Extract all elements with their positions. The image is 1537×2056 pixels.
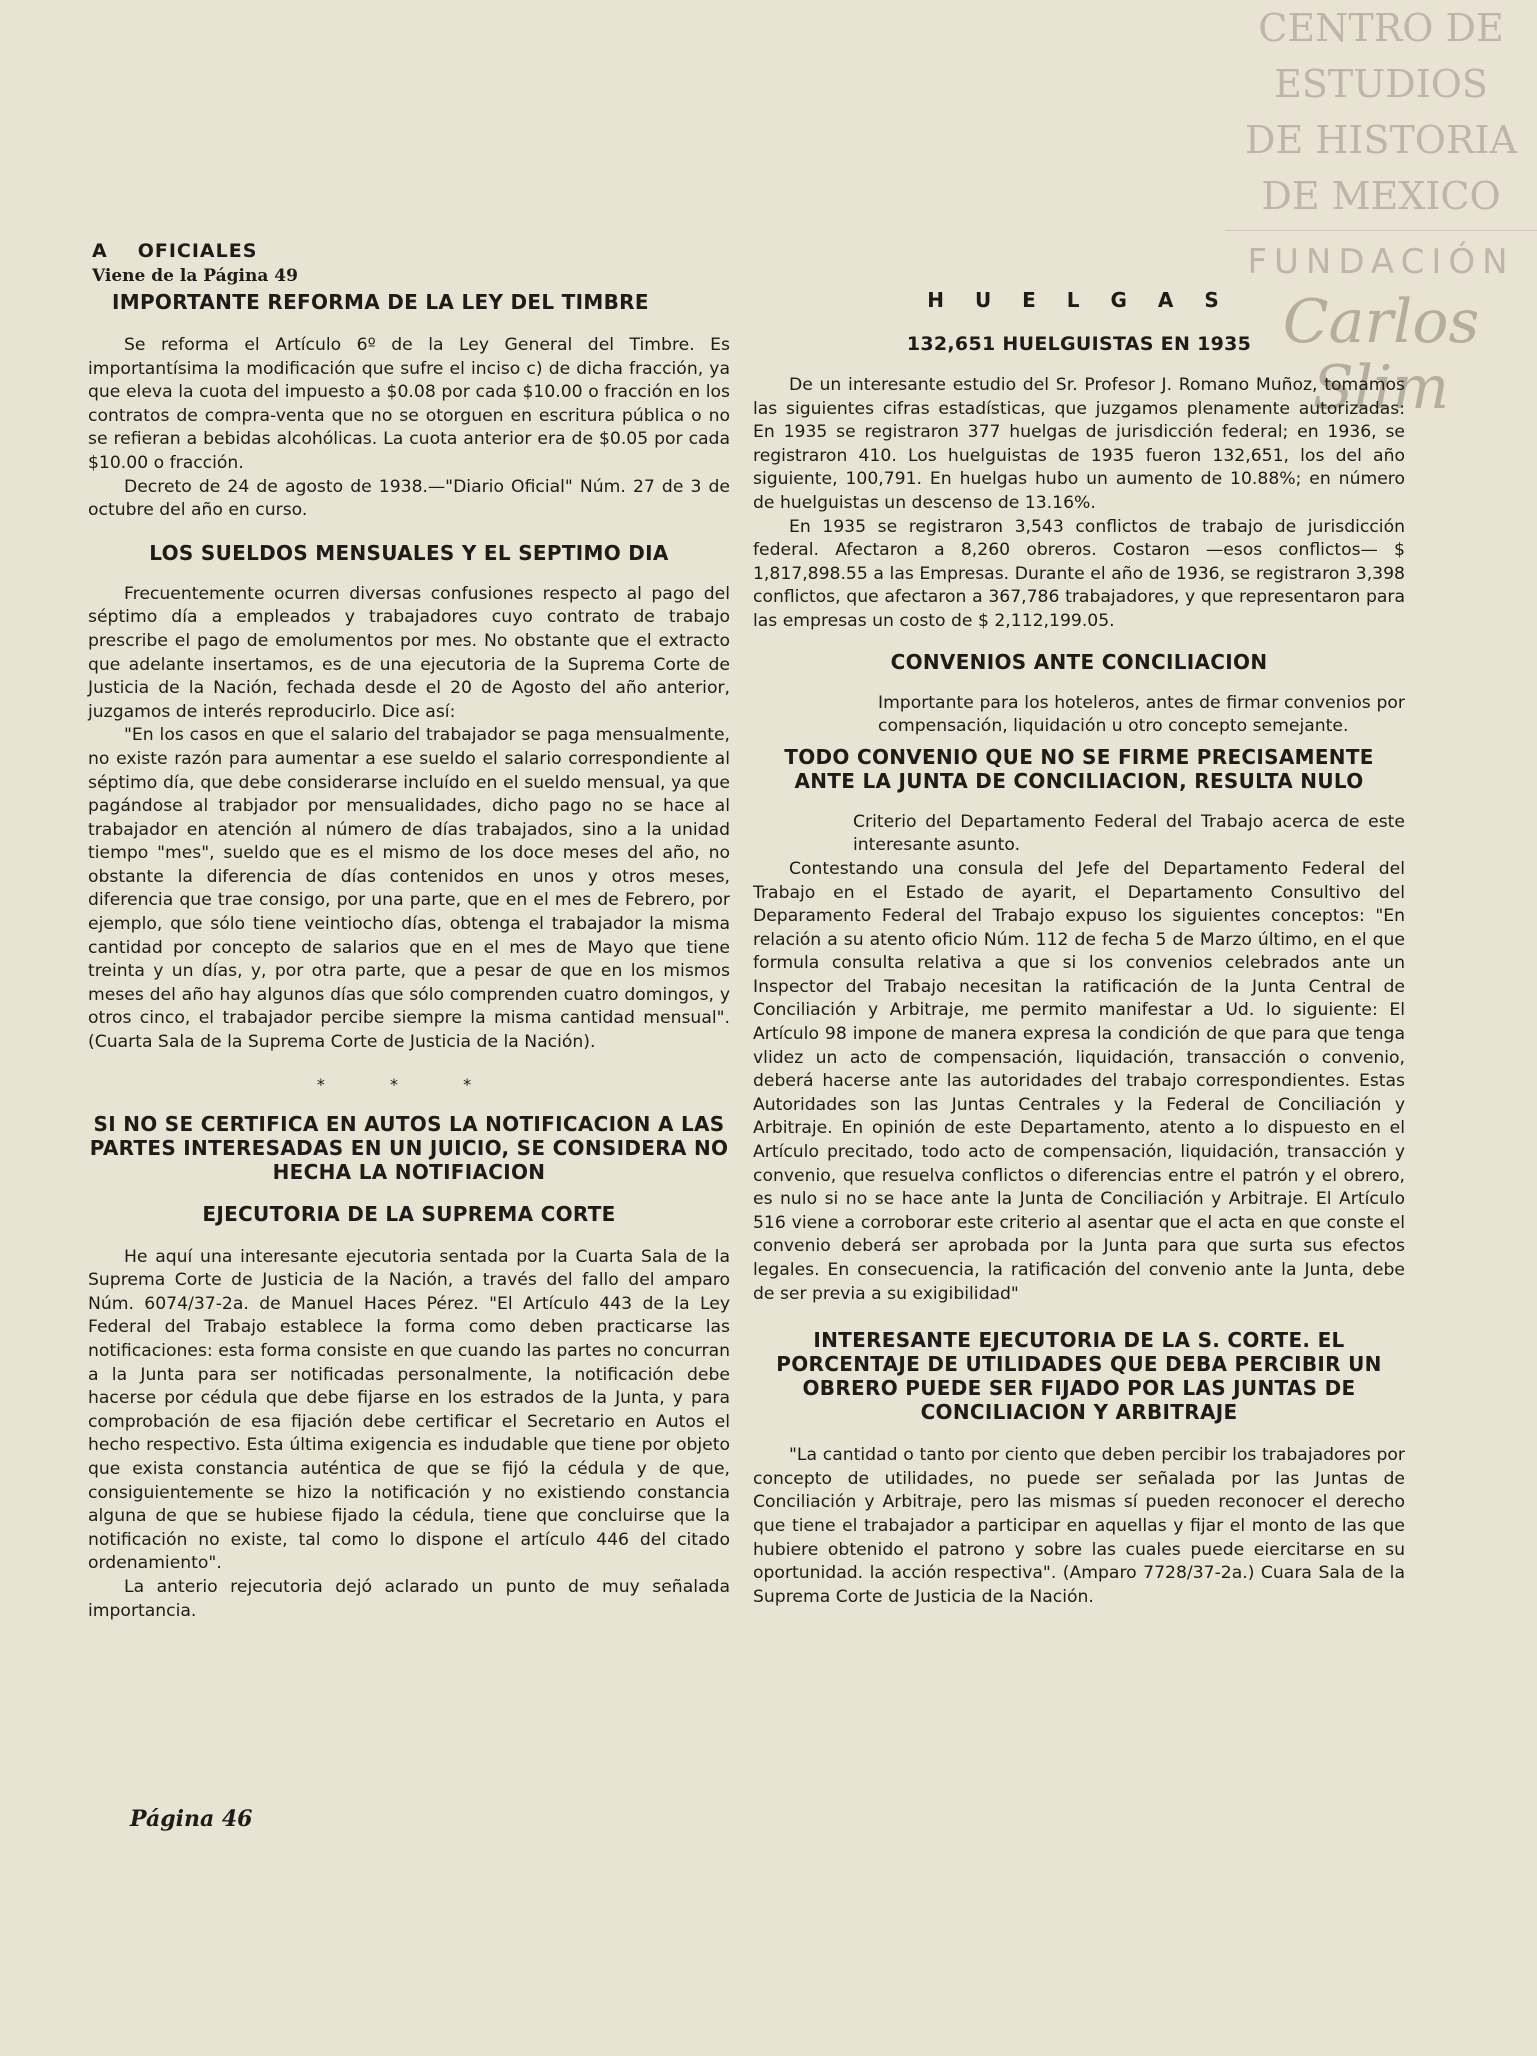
watermark-fundacion: FUNDACIÓN: [1247, 242, 1515, 282]
heading-sueldos: LOS SUELDOS MENSUALES Y EL SEPTIMO DIA: [149, 540, 669, 565]
paragraph-sueldos-intro: Frecuentemente ocurren diversas confusiones respecto al pago del séptimo día a empleados y trabajadores cuyo contrato de trabajo prescribe el pago de emolumentos por mes. No obstante que el extracto que adelante insertamos, es de una ejecutoria de la Suprema Corte de Justicia de la Nación, fechada desde el 20 de Agosto del año anterior, juzgamos de interés reproducirlo. Dice así:: [88, 583, 730, 722]
section-label: [92, 240, 730, 262]
heading-utilidades: INTERESANTE EJECUTORIA DE LA S. CORTE. EL PORCENTAJE DE UTILIDADES QUE DEBA PERCIBIR UN OBRERO PUEDE SER FIJADO POR LAS JUNTAS DE CONCILIACION Y ARBITRAJE: [776, 1328, 1382, 1425]
paragraph-sueldos-quote: "En los casos en que el salario del trabajador se paga mensualmente, no existe razón para aumentar a ese sueldo el salario correspondiente al séptimo día, que debe considerarse incluído en el sueldo mensual, ya que pagándose al trabjador por mensualidades, dicho pago no se hace al trabajador en atención al número de días trabajados, sino a la unidad tiempo "mes", sueldo que es el mismo de los doce meses del año, no obstante la diferencia de días contenidos en unos y otros meses, diferencia que trae consigo, por una parte, que en el mes de Febrero, por ejemplo, que sólo tiene veintiocho días, obtenga el trabajador la misma cantidad por concepto de salarios que en el mes de Mayo que tiene treinta y un días, y, por otra parte, que a pesar de que en los mismos meses del año hay algunos días que sólo comprenden cuatro domingos, y otros cinco, el trabajador percibe siempre la misma cantidad mensual". (Cuarta Sala de la Suprema Corte de Justicia de la Nación).: [88, 725, 730, 1053]
paragraph-conflictos: En 1935 se registraron 3,543 conflictos de trabajo de jurisdicción federal. Afectaron a 8,260 obreros. Costaron —esos conflictos— $ 1,817,898.55 a las Empresas. Durante el año de 1936, se registraron 3,398 conflictos, que afectaron a 367,786 trabajadores, y que representaron para las empresas un costo de $ 2,112,199.05.: [753, 516, 1405, 631]
heading-convenio-nulo: TODO CONVENIO QUE NO SE FIRME PRECISAMENTE ANTE LA JUNTA DE CONCILIACION, RESULTA NULO: [784, 744, 1374, 793]
watermark-divider: [1225, 230, 1537, 231]
section-label-a: A: [92, 240, 108, 262]
watermark-line: DE MEXICO: [1261, 174, 1501, 218]
section-label-b: OFICIALES: [137, 240, 258, 262]
paragraph-ejecutoria: He aquí una interesante ejecutoria sentada por la Cuarta Sala de la Suprema Corte de Justicia de la Nación, a través del fallo del amparo Núm. 6074/37-2a. de Manuel Haces Pérez. "El Artículo 443 de la Ley Federal del Trabajo establece la forma como deben practicarse las notificaciones: esta forma consiste en que cuando las partes no concurran a la Junta para ser notificadas personalmente, la notificación debe hacerse por cédula que debe fijarse en los estrados de la Junta, y para comprobación de esa fijación debe certificar el Secretario en Autos el hecho respectivo. Esta última exigencia es indudable que tiene por objeto que exista constancia auténtica de que se fijó la cédula y de que, consiguientemente se hizo la notificación y no existiendo constancia alguna de que se hubiese fijado la cédula, tiene que concluirse que la notificación no existe, tal como lo dispone el artículo 446 del citado ordenamiento".: [88, 1246, 730, 1574]
paragraph-conclusion: La anterio rejecutoria dejó aclarado un punto de muy señalada importancia.: [88, 1576, 730, 1621]
heading-timbre: IMPORTANTE REFORMA DE LA LEY DEL TIMBRE: [112, 290, 649, 314]
paragraph-utilidades: "La cantidad o tanto por ciento que deben percibir los trabajadores por concepto de utilidades, no puede ser señalada por las Juntas de Conciliación y Arbitraje, pero las mismas sí pueden reconocer el derecho que tiene el trabajador a participar en aquellas y fijar el monto de las que hubiere obtenido el patrono y sobre las cuales puede eiercitarse en su oportunidad. la acción respectiva". (Amparo 7728/37-2a.) Cuara Sala de la Suprema Corte de Justicia de la Nación.: [753, 1445, 1405, 1607]
watermark-signature: Carlos Slim: [1282, 287, 1480, 423]
watermark-line: DE HISTORIA: [1244, 118, 1518, 162]
paragraph-consulta: Contestando una consula del Jefe del Departamento Federal del Trabajo en el Estado de ayarit, el Departamento Consultivo del Deparamento Federal del Trabajo expuso los siguientes conceptos: "En relación a su atento oficio Núm. 112 de fecha 5 de Marzo último, en el que formula consulta relativa a que si los convenios celebrados ante un Inspector del Trabajo necesitan la ratificación de la Junta Central de Conciliación y Arbitraje, me permito manifestar a Ud. lo siguiente: El Artículo 98 impone de manera expresa la condición de que para que tenga vlidez un acto de compensación, liquidación, transacción o convenio, deberá hacerse ante las autoridades del trabajo correspondientes. Estas Autoridades son las Juntas Centrales y la Federal de Conciliación y Arbitraje. En opinión de este Departamento, atento a lo dispuesto en el Artículo precitado, todo acto de compensación, liquidación, transacción y convenio, que resuelva conflictos o diferencias entre el patrón y el obrero, es nulo si no se hace ante la Junta de Conciliación y Arbitraje. El Artículo 516 viene a corroborar este criterio al asentar que el acta en que conste el convenio deberá ser aprobada por la Junta para que surta sus efectos legales. En consecuencia, la ratificación del convenio ante la Junta, debe de ser previa a su exigibilidad": [753, 858, 1405, 1304]
page-number: Página 46: [130, 1806, 253, 1832]
watermark-line: ESTUDIOS: [1274, 62, 1488, 106]
heading-ejecutoria: EJECUTORIA DE LA SUPREMA CORTE: [202, 1201, 616, 1226]
section-separator-stars: * * *: [316, 1074, 502, 1094]
right-column: [753, 288, 1405, 1609]
left-column: [88, 240, 730, 1623]
paragraph-decreto: Decreto de 24 de agosto de 1938.—"Diario Oficial" Núm. 27 de 3 de octubre del año en curso.: [88, 476, 730, 521]
paragraph-huelgas-stats: De un interesante estudio del Sr. Profesor J. Romano Muñoz, tomamos las siguientes cifras estadísticas, que juzgamos plenamente autorizadas: En 1935 se registraron 377 huelgas de jurisdicción federal; en 1936, se registraron 410. Los huelguistas de 1935 fueron 132,651, los del año siguiente, 100,791. En huelgas hubo un aumento de 10.88%; en número de huelguistas un descenso de 13.16%.: [753, 375, 1405, 513]
paragraph-criterio: Criterio del Departamento Federal del Trabajo acerca de este interesante asunto.: [853, 811, 1405, 856]
watermark-line: CENTRO DE: [1258, 6, 1504, 50]
continued-from-note: Viene de la Página 49: [92, 266, 298, 286]
heading-notificacion: SI NO SE CERTIFICA EN AUTOS LA NOTIFICACION A LAS PARTES INTERESADAS EN UN JUICIO, SE CONSIDERA NO HECHA LA NOTIFIACION: [89, 1111, 729, 1184]
paragraph-timbre: Se reforma el Artículo 6º de la Ley General del Timbre. Es importantísima la modificación que sufre el inciso c) de dicha fracción, ya que eleva la cuota del impuesto a $0.08 por cada $10.00 o fracción en los contratos de compra-venta que no se otorguen en escritura pública o no se refieran a bebidas alcohólicas. La cuota anterior era de $0.05 por cada $10.00 o fracción.: [88, 335, 730, 473]
paragraph-hoteleros: Importante para los hoteleros, antes de firmar convenios por compensación, liquidación u otro concepto semejante.: [878, 692, 1405, 737]
heading-huelguistas: 132,651 HUELGUISTAS EN 1935: [906, 333, 1252, 355]
heading-convenios: CONVENIOS ANTE CONCILIACION: [890, 649, 1268, 674]
heading-huelgas: H U E L G A S: [927, 288, 1231, 312]
